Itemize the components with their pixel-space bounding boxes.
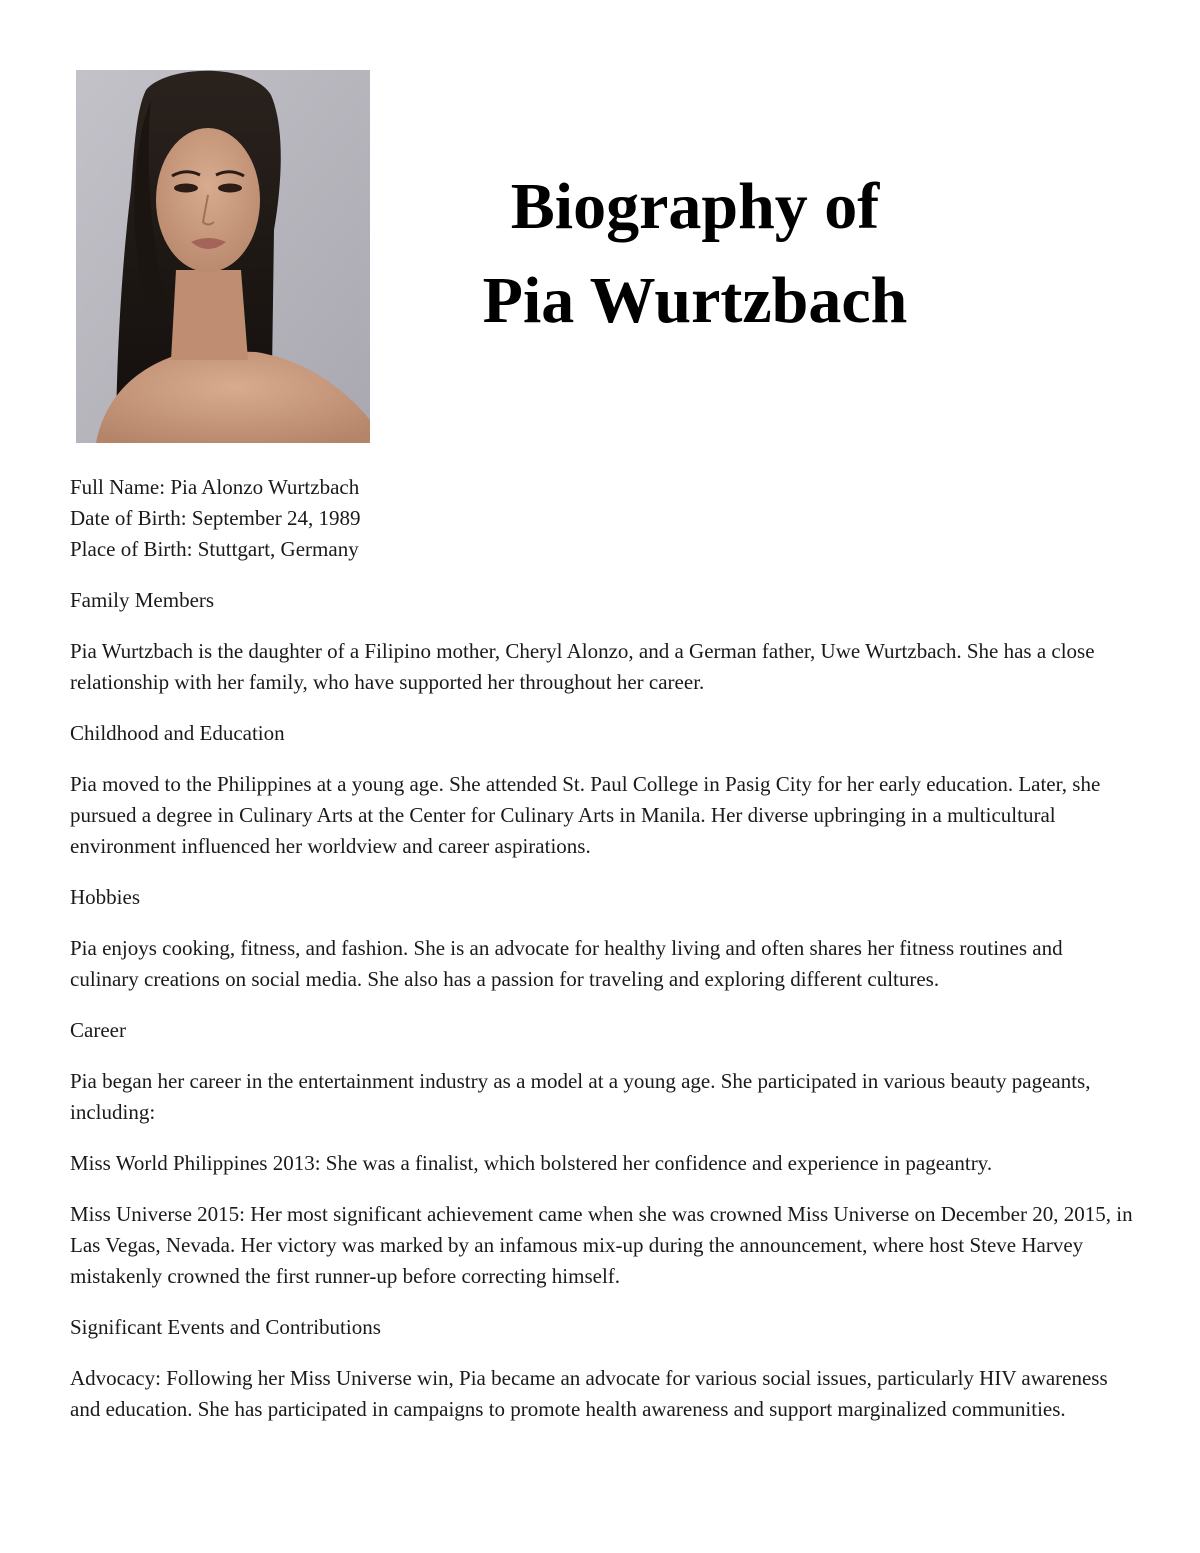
section-text-hobbies: Pia enjoys cooking, fitness, and fashion. She is an advocate for healthy living and often shares her fitness routines and culinary creations on social media. She also has a passion for traveling and exploring different cultures. [70, 936, 1063, 991]
portrait-photo [76, 70, 370, 443]
section-heading-events: Significant Events and Contributions [70, 1315, 381, 1339]
title-line-2: Pia Wurtzbach [482, 264, 908, 337]
full-name: Full Name: Pia Alonzo Wurtzbach [70, 475, 360, 499]
section-heading-career: Career [70, 1018, 126, 1042]
section-text-career: Pia began her career in the entertainment industry as a model at a young age. She participated in various beauty pageants, including: [70, 1069, 1091, 1124]
career-item-miss-universe: Miss Universe 2015: Her most significant achievement came when she was crowned Miss Universe on December 20, 2015, in Las Vegas, Nevada. Her victory was marked by an infamous mix-up during the announcement, where host Steve Harvey mistakenly crowned the first runner-up before correcting himself. [70, 1202, 1133, 1288]
section-heading-hobbies: Hobbies [70, 885, 140, 909]
career-item-miss-world: Miss World Philippines 2013: She was a finalist, which bolstered her confidence and experience in pageantry. [70, 1151, 993, 1175]
title-line-1: Biography of [510, 170, 880, 243]
personal-facts [70, 472, 1135, 565]
section-text-events: Advocacy: Following her Miss Universe win, Pia became an advocate for various social issues, particularly HIV awareness and education. She has participated in campaigns to promote health awareness and support marginalized communities. [70, 1366, 1108, 1421]
page-title [430, 160, 960, 348]
place-of-birth: Place of Birth: Stuttgart, Germany [70, 537, 359, 561]
section-text-family: Pia Wurtzbach is the daughter of a Filipino mother, Cheryl Alonzo, and a German father, Uwe Wurtzbach. She has a close relationship with her family, who have supported her throughout her career. [70, 639, 1095, 694]
date-of-birth: Date of Birth: September 24, 1989 [70, 506, 361, 530]
portrait-illustration [76, 70, 370, 443]
section-heading-family: Family Members [70, 588, 215, 612]
section-text-childhood: Pia moved to the Philippines at a young age. She attended St. Paul College in Pasig City for her early education. Later, she pursued a degree in Culinary Arts at the Center for Culinary Arts in Manila. Her diverse upbringing in a multicultural environment influenced her worldview and career aspirations. [70, 772, 1101, 858]
biography-body [70, 472, 1135, 1445]
section-heading-childhood: Childhood and Education [70, 721, 285, 745]
